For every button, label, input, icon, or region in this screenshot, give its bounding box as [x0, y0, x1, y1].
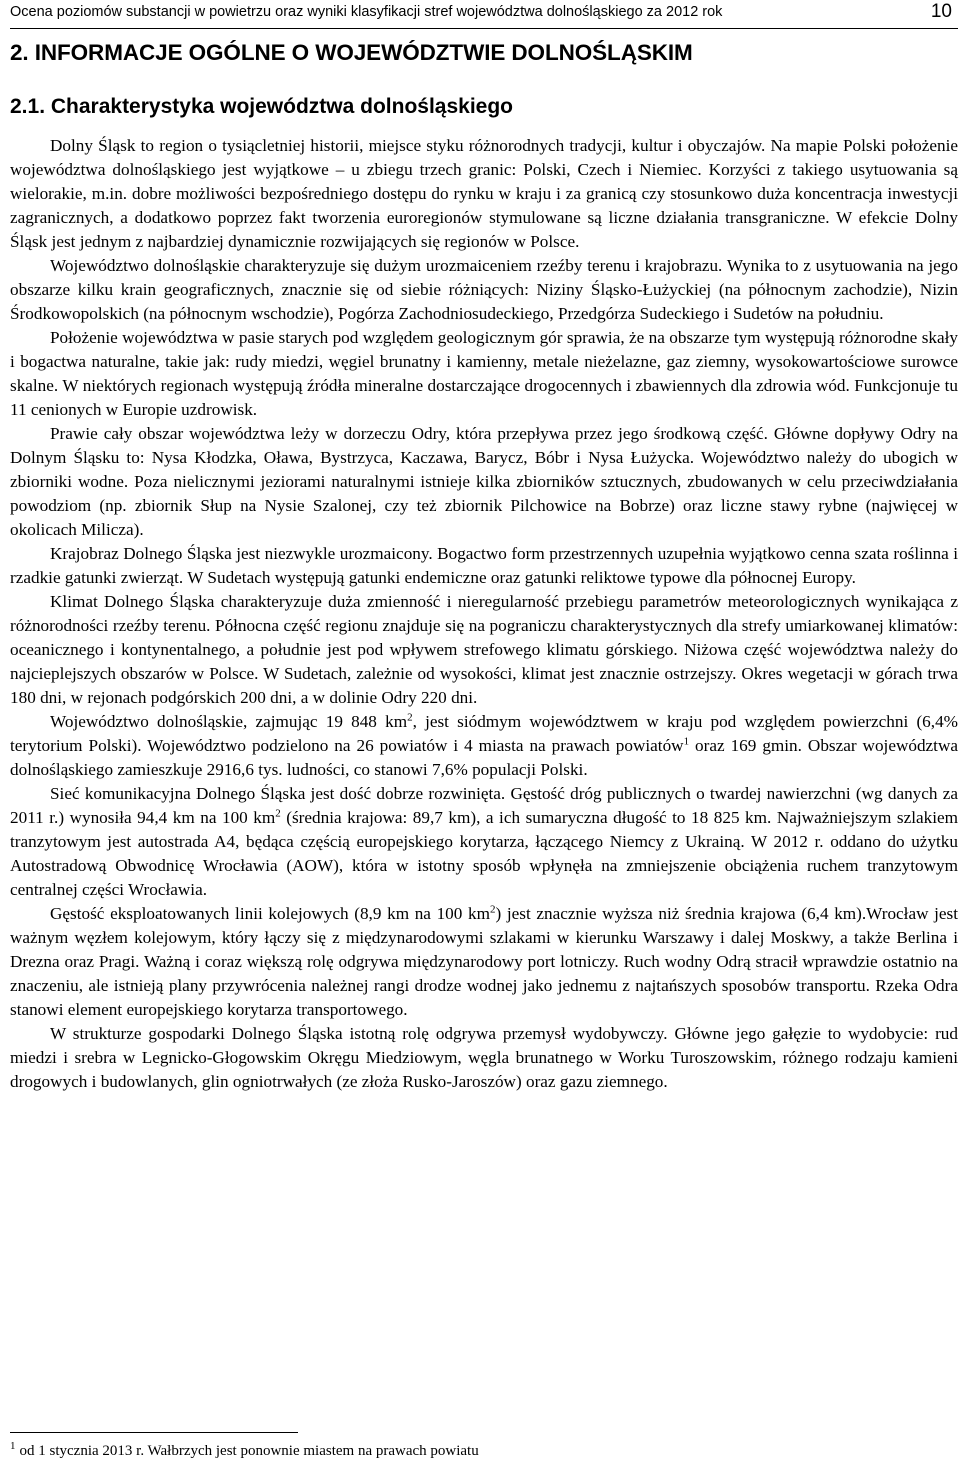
footnote-mark: 1 [10, 1440, 16, 1452]
document-page [10, 0, 958, 1468]
p9-text-b: ) jest znacznie wyższa niż średnia krajowa (6,4 km).Wrocław jest ważnym węzłem kolejowym, który łączy się z międzynarodowymi szlakami w kierunku Warszawy i dalej Moskwy, a także Berlina i Drezna oraz Pragi. Ważną i coraz większą rolę odgrywa międzynarodowy port lotniczy. Ruch wodny Odrą stracił wprawdzie ostatnio na znaczeniu, ale istnieją plany przywrócenia należnej rangi drodze wodnej jako jednemu z najtańszych sposobów transportu. Rzeka Odra stanowi element europejskiego korytarza transportowego. [10, 904, 958, 1019]
section-title: 2.1. Charakterystyka województwa dolnośląskiego [10, 95, 514, 118]
superscript-2: 2 [490, 903, 496, 916]
p7-text-b: , jest siódmym województwem w kraju pod względem powierzchni (6,4% terytorium Polski). Województwo podzielono na 26 powiatów i 4 miasta na prawach powiatów [10, 712, 958, 755]
p8-text-b: (średnia krajowa: 89,7 km), a ich sumaryczna długość to 18 825 km. Najważniejszym szlakiem tranzytowym jest autostrada A4, będąca częścią europejskiego korytarza, łączącego Niemcy z Ukrainą. W 2012 r. oddano do użytku Autostradową Obwodnicę Wrocławia (AOW), która w istotny sposób wpłynęła na zmniejszenie obciążenia ruchem tranzytowym centralnej części Wrocławia. [10, 808, 958, 899]
footnote-ref[interactable]: 1 [683, 735, 690, 748]
superscript-2: 2 [407, 711, 413, 724]
paragraph-5: Krajobraz Dolnego Śląska jest niezwykle urozmaicony. Bogactwo form przestrzennych uzupełnia wyjątkowo cenna szata roślinna i rzadkie gatunki zwierząt. W Sudetach występują gatunki endemiczne oraz gatunki reliktowe typowe dla północnej Europy. [10, 544, 958, 587]
footnote-text: od 1 stycznia 2013 r. Wałbrzych jest ponownie miastem na prawach powiatu [19, 1443, 479, 1459]
paragraph-4: Prawie cały obszar województwa leży w dorzeczu Odry, która przepływa przez jego środkową część. Główne dopływy Odry na Dolnym Śląsku to: Nysa Kłodzka, Oława, Bystrzyca, Kaczawa, Barycz, Bóbr i Nysa Łużycka. Województwo należy do ubogich w zbiorniki wodne. Poza nielicznymi jeziorami naturalnymi istnieje kilka zbiorników sztucznych, zbudowanych w celu przeciwdziałania powodziom (np. zbiornik Słup na Nysie Szalonej, czy też zbiornik Pilchowice na Bobrze) oraz liczne stawy rybne (najwięcej w okolicach Milicza). [10, 424, 958, 539]
paragraph-6: Klimat Dolnego Śląska charakteryzuje duża zmienność i nieregularność przebiegu parametrów meteorologicznych wynikająca z różnorodności rzeźby terenu. Północna część regionu znajduje się na pograniczu charakterystycznych dla strefy umiarkowanej klimatów: oceanicznego i kontynentalnego, a południe jest pod wpływem strefowego klimatu górskiego. Niżowa część województwa należy do najcieplejszych obszarów w Polsce. W Sudetach, zależnie od wysokości, klimat jest znacznie ostrzejszy. Okres wegetacji w górach trwa 180 dni, w rejonach podgórskich 200 dni, a w dolinie Odry 220 dni. [10, 592, 958, 707]
body-text [10, 134, 958, 1094]
p7-text-a: Województwo dolnośląskie, zajmując 19 848 km [50, 712, 408, 731]
running-header [10, 0, 958, 29]
p9-text-a: Gęstość eksploatowanych linii kolejowych (8,9 km na 100 km [50, 904, 490, 923]
p7-text-c: oraz 169 gmin. Obszar województwa dolnośląskiego zamieszkuje 2916,6 tys. ludności, co stanowi 7,6% populacji Polski. [10, 736, 958, 779]
paragraph-3: Położenie województwa w pasie starych pod względem geologicznym gór sprawia, że na obszarze tym występują różnorodne skały i bogactwa naturalne, takie jak: rudy miedzi, węgiel brunatny i kamienny, metale nieżelazne, gaz ziemny, wysokowartościowe surowce skalne. W niektórych regionach występują źródła mineralne dostarczające drogocennych i zbawiennych dla zdrowia wód. Funkcjonuje tu 11 cenionych w Europie uzdrowisk. [10, 328, 958, 419]
page-number: 10 [930, 1, 952, 22]
paragraph-8 [10, 782, 958, 902]
footnote [10, 1440, 479, 1460]
superscript-2: 2 [275, 807, 281, 820]
chapter-title: 2. INFORMACJE OGÓLNE O WOJEWÓDZTWIE DOLNOŚLĄSKIM [10, 40, 693, 65]
paragraph-7 [10, 710, 958, 782]
paragraph-1: Dolny Śląsk to region o tysiącletniej historii, miejsce styku różnorodnych tradycji, kultur i obyczajów. Na mapie Polski położenie województwa dolnośląskiego jest wyjątkowe – u zbiegu trzech granic: Polski, Czech i Niemiec. Korzyści z takiego usytuowania są wielorakie, m.in. dobre możliwości bezpośredniego dostępu do rynku w kraju i za granicą czy stosunkowo duża koncentracja inwestycji zagranicznych, a dodatkowo poprzez fakt tworzenia euroregionów stymulowane są liczne działania transgraniczne. W efekcie Dolny Śląsk jest jednym z najbardziej dynamicznie rozwijających się regionów w Polsce. [10, 136, 958, 251]
footnote-divider [10, 1432, 298, 1433]
paragraph-9 [10, 902, 958, 1022]
paragraph-2: Województwo dolnośląskie charakteryzuje się dużym urozmaiceniem rzeźby terenu i krajobrazu. Wynika to z usytuowania na jego obszarze kilku krain geograficznych, znacznie się od siebie różniących: Niziny Śląsko-Łużyckiej (na północnym zachodzie), Nizin Środkowopolskich (na północnym wschodzie), Pogórza Zachodniosudeckiego, Przedgórza Sudeckiego i Sudetów na południu. [10, 256, 958, 323]
paragraph-10: W strukturze gospodarki Dolnego Śląska istotną rolę odgrywa przemysł wydobywczy. Główne jego gałęzie to wydobycie: rud miedzi i srebra w Legnicko-Głogowskim Okręgu Miedziowym, węgla brunatnego w Worku Turoszowskim, różnego rodzaju kamieni drogowych i budowlanych, glin ogniotrwałych (ze złoża Rusko-Jaroszów) oraz gazu ziemnego. [10, 1024, 958, 1091]
header-title: Ocena poziomów substancji w powietrzu oraz wyniki klasyfikacji stref województwa dolnośląskiego za 2012 rok [10, 4, 723, 20]
p8-text-a: Sieć komunikacyjna Dolnego Śląska jest dość dobrze rozwinięta. Gęstość dróg publicznych o twardej nawierzchni (wg danych za 2011 r.) wynosiła 94,4 km na 100 km [10, 784, 958, 827]
